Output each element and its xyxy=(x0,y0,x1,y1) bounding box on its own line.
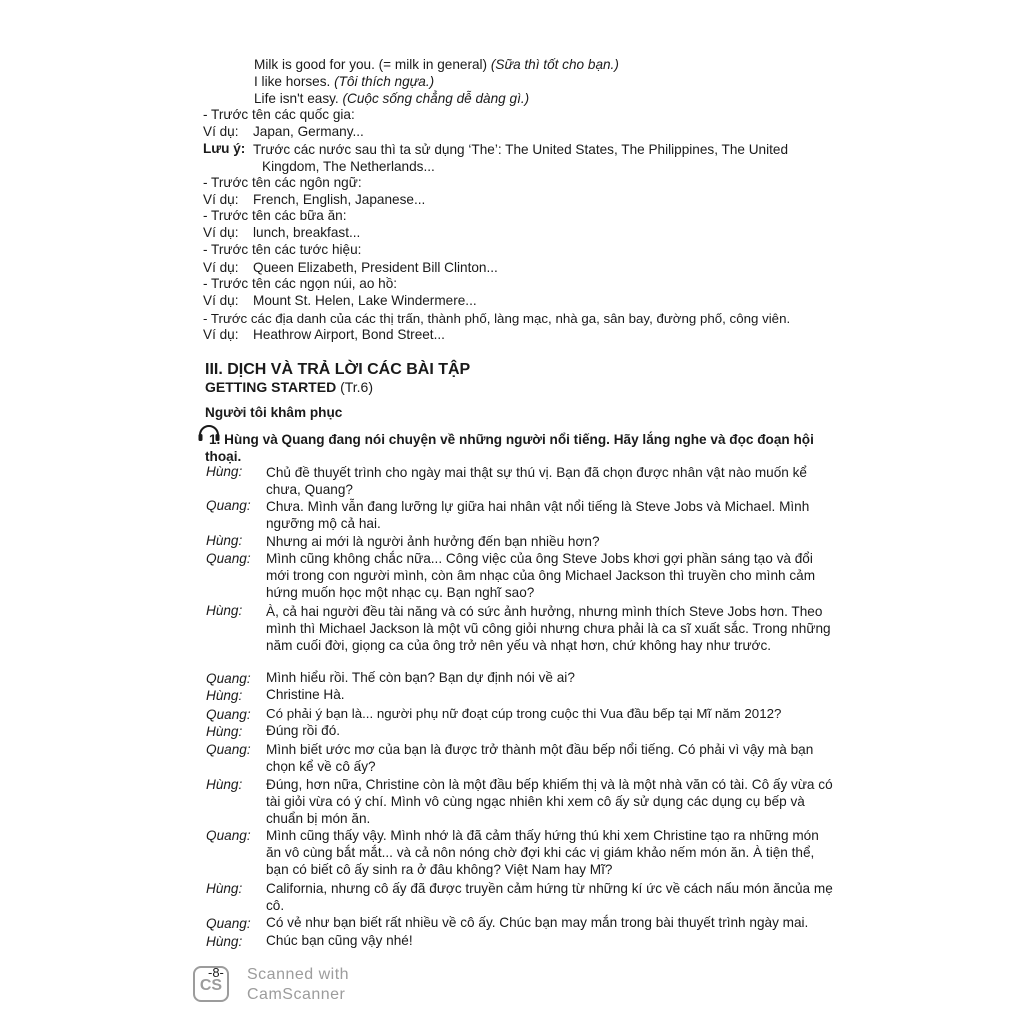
speaker: Hùng: xyxy=(206,688,243,703)
rule-languages: - Trước tên các ngôn ngữ: xyxy=(203,175,362,190)
watermark-line-2: CamScanner xyxy=(247,986,346,1003)
speaker: Hùng: xyxy=(206,464,243,479)
speaker: Hùng: xyxy=(206,724,243,739)
note-line-2: Kingdom, The Netherlands... xyxy=(262,159,435,174)
example-vi: (Cuộc sống chẳng dễ dàng gì.) xyxy=(342,91,530,106)
rule-meals-example: lunch, breakfast... xyxy=(253,225,361,240)
rule-places-example: Heathrow Airport, Bond Street... xyxy=(253,327,445,342)
watermark-line-1: Scanned with xyxy=(247,966,350,983)
dialogue-line: Có phải ý bạn là... người phụ nữ đoạt cúp trong cuộc thi Vua đầu bếp tại Mĩ năm 2012? xyxy=(266,706,782,721)
dialogue-line: Nhưng ai mới là người ảnh hưởng đến bạn nhiều hơn? xyxy=(266,534,600,549)
speaker: Quang: xyxy=(206,828,251,843)
speaker: Hùng: xyxy=(206,881,243,896)
task-text: Hùng và Quang đang nói chuyện về những người nổi tiếng. Hãy lắng nghe và đọc đoạn hội thoại. xyxy=(205,432,814,464)
speaker: Quang: xyxy=(206,671,251,686)
example-en: Milk is good for you. (= milk in general) xyxy=(254,57,491,72)
note-line-1: Trước các nước sau thì ta sử dụng ‘The’: The United States, The Philippines, The United xyxy=(253,142,789,157)
dialogue-line: Christine Hà. xyxy=(266,687,345,702)
dialogue-line: Mình biết ước mơ của bạn là được trở thành một đầu bếp nổi tiếng. Có phải vì vậy mà bạn chọn kể về cô ấy? xyxy=(266,742,814,774)
rule-meals-example-label: Ví dụ: xyxy=(203,225,239,240)
rule-countries-example: Japan, Germany... xyxy=(253,124,364,139)
speaker: Quang: xyxy=(206,916,251,931)
example-vi: (Sữa thì tốt cho bạn.) xyxy=(490,57,619,72)
page-number: -8- xyxy=(208,965,224,980)
dialogue-line: California, nhưng cô ấy đã được truyền cảm hứng từ những kí ức về cách nấu món ăncủa mẹ cô. xyxy=(266,881,833,913)
speaker: Quang: xyxy=(206,742,251,757)
rule-titles-example: Queen Elizabeth, President Bill Clinton... xyxy=(253,260,498,275)
example-line-1 xyxy=(254,56,619,73)
task-number: 1. xyxy=(209,432,221,447)
rule-mountains-example-label: Ví dụ: xyxy=(203,293,239,308)
dialogue-line: À, cả hai người đều tài năng và có sức ảnh hưởng, nhưng mình thích Steve Jobs hơn. Theo mình thì Michael Jackson là một vũ công giỏi nhưng chưa phải là ca sĩ xuất sắc. Trong những năm cuối đời, giọng ca của ông trở nên yếu và nhạt hơn, chứ không hay như trước. xyxy=(266,604,831,653)
subsection-name: GETTING STARTED xyxy=(205,379,337,395)
dialogue-line: Mình hiểu rồi. Thế còn bạn? Bạn dự định nói về ai? xyxy=(266,670,575,685)
speaker: Quang: xyxy=(206,498,251,513)
dialogue-line: Chưa. Mình vẫn đang lưỡng lự giữa hai nhân vật nổi tiếng là Steve Jobs và Michael. Mình ngưỡng mộ cả hai. xyxy=(266,499,810,531)
example-en: I like horses. xyxy=(254,74,335,89)
dialogue-line: Đúng, hơn nữa, Christine còn là một đầu bếp khiếm thị và là một nhà văn có tài. Cô ấy vừa có tài giỏi vừa có ý chí. Mình vô cùng ngạc nhiên khi xem cô ấy sử dụng các dụng cụ bếp và chuẩn bị món ăn. xyxy=(266,777,833,826)
rule-places-example-label: Ví dụ: xyxy=(203,327,239,342)
example-en: Life isn't easy. xyxy=(254,91,343,106)
speaker: Hùng: xyxy=(206,934,243,949)
speaker: Hùng: xyxy=(206,777,243,792)
rule-languages-example-label: Ví dụ: xyxy=(203,192,239,207)
dialogue-line: Chúc bạn cũng vậy nhé! xyxy=(266,933,413,948)
speaker: Quang: xyxy=(206,707,251,722)
subsection-page-ref: (Tr.6) xyxy=(336,379,373,395)
dialogue-line: Chủ đề thuyết trình cho ngày mai thật sự thú vị. Bạn đã chọn được nhân vật nào muốn kể chưa, Quang? xyxy=(266,465,807,497)
rule-countries-example-label: Ví dụ: xyxy=(203,124,239,139)
rule-countries: - Trước tên các quốc gia: xyxy=(203,107,355,122)
rule-mountains: - Trước tên các ngọn núi, ao hồ: xyxy=(203,276,398,291)
dialogue-line: Đúng rồi đó. xyxy=(266,723,341,738)
example-vi: (Tôi thích ngựa.) xyxy=(334,74,435,89)
section-title: III. DỊCH VÀ TRẢ LỜI CÁC BÀI TẬP xyxy=(205,361,471,378)
rule-places: - Trước các địa danh của các thị trấn, thành phố, làng mạc, nhà ga, sân bay, đường phố, công viên. xyxy=(203,311,791,326)
rule-titles-example-label: Ví dụ: xyxy=(203,260,239,275)
rule-mountains-example: Mount St. Helen, Lake Windermere... xyxy=(253,293,477,308)
speaker: Hùng: xyxy=(206,533,243,548)
speaker: Hùng: xyxy=(206,603,243,618)
svg-text:CS: CS xyxy=(199,977,223,994)
example-line-2 xyxy=(254,73,434,90)
dialogue-line: Mình cũng thấy vậy. Mình nhớ là đã cảm thấy hứng thú khi xem Christine tạo ra những món ăn vô cùng bắt mắt... và cả nôn nóng chờ đợi khi các vị giám khảo nếm món ăn. À tiện thể, bạn có biết cô ấy sinh ra ở đâu không? Việt Nam hay Mĩ? xyxy=(266,828,819,877)
dialogue-line: Có vẻ như bạn biết rất nhiều về cô ấy. Chúc bạn may mắn trong bài thuyết trình ngày mai. xyxy=(266,915,809,930)
dialogue-line: Mình cũng không chắc nữa... Công việc của ông Steve Jobs khơi gợi phần sáng tạo và đổi mới trong con người mình, còn âm nhạc của ông Michael Jackson thì truyền cho mình cảm hứng muốn học một nhạc cụ. Bạn nghĩ sao? xyxy=(266,551,816,600)
rule-meals: - Trước tên các bữa ăn: xyxy=(203,208,347,223)
speaker: Quang: xyxy=(206,551,251,566)
note-label: Lưu ý: xyxy=(203,141,246,156)
subsection-title xyxy=(205,379,373,396)
task-instruction xyxy=(205,431,835,465)
lesson-title: Người tôi khâm phục xyxy=(205,405,343,420)
example-line-3 xyxy=(254,90,529,107)
rule-languages-example: French, English, Japanese... xyxy=(253,192,426,207)
rule-titles: - Trước tên các tước hiệu: xyxy=(203,242,362,257)
